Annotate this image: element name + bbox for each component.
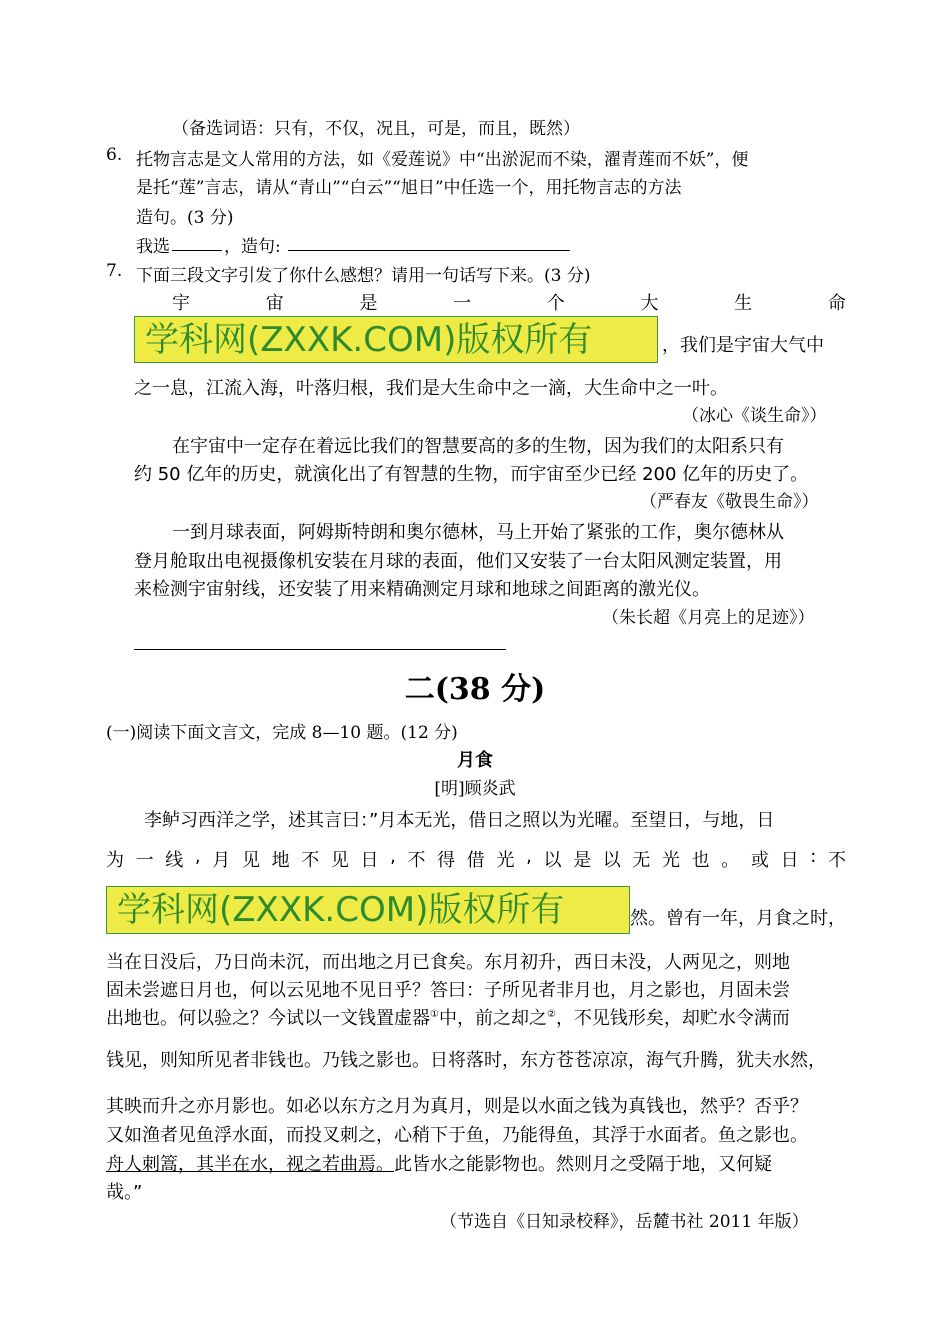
article-source: （节选自《日知录校释》，岳麓书社 2011 年版） [440,1212,809,1232]
article-title: 月食 [457,750,493,771]
char: 见 [330,850,349,871]
footnote-marker-1: ① [430,1009,439,1020]
q7-number: 7. [106,261,123,281]
char: 借 [466,850,485,871]
char: 生 [734,293,753,314]
q7-passage2-line2: 约 50 亿年的历史，就演化出了有智慧的生物，而宇宙至少已经 200 亿年的历史了。 [134,464,809,485]
char: 宙 [265,293,284,314]
article-line-10 [106,1150,772,1176]
char: 得 [437,850,456,871]
q7-passage1-line1 [172,289,846,315]
char: 个 [546,293,565,314]
char: 地 [271,850,290,871]
char: 以 [602,850,621,871]
char: 光 [662,850,681,871]
char: 日 [360,850,379,871]
article-line-6-b: 中，前之却之 [438,1008,547,1029]
q7-citation-1: （冰心《谈生命》） [682,406,827,426]
watermark-2: 学科网(ZXXK.COM)版权所有 [106,886,630,934]
article-line-4: 当在日没后，乃日尚未沉，而出地之月已食矣。东月初升，西日未没，人两见之，则地 [106,952,790,973]
q6-sentence-blank[interactable] [288,250,570,251]
q7-passage1-line2-tail: ，我们是宇宙大气中 [662,335,824,356]
article-line-6-c: ，不见钱形矣，却贮水令满而 [555,1008,790,1029]
q6-answer-label-choose: 我选 [136,237,170,257]
char: , [526,846,532,867]
char: 一 [453,293,472,314]
q7-prompt: 下面三段文字引发了你什么感想？请用一句话写下来。(3 分) [136,266,591,286]
char: 宇 [172,293,190,314]
q7-passage3-line2: 登月舱取出电视摄像机安装在月球的表面，他们又安装了一台太阳风测定装置，用 [134,551,782,572]
char: 命 [827,293,846,314]
q7-passage3-line3: 来检测宇宙射线，还安装了用来精确测定月球和地球之间距离的激光仪。 [134,579,710,600]
q5-word-options: （备选词语：只有，不仅，况且，可是，而且，既然） [172,119,580,139]
char: : [810,846,817,867]
article-line-5: 固未尝遮日月也，何以云见地不见日乎？答曰：子所见者非月也，月之影也，月固未尝 [106,980,790,1001]
char: , [194,846,201,867]
article-line-6-a: 出地也。何以验之？今试以一文钱置虚器 [106,1008,430,1029]
char: 光 [496,850,515,871]
footnote-marker-2: ② [546,1009,556,1020]
char: 无 [632,850,651,871]
char: 一 [135,850,154,871]
char: 也 [691,850,710,871]
char: 月 [212,850,231,871]
char: 线 [165,850,184,871]
q6-line-1: 托物言志是文人常用的方法，如《爱莲说》中“出淤泥而不染，濯青莲而不妖”，便 [136,150,749,170]
char: 不 [827,850,846,871]
q6-line-2: 是托“莲”言志，请从“青山”“白云”“旭日”中任选一个，用托物言志的方法 [136,178,682,198]
char: 日 [780,850,799,871]
article-line-10-rest: 此皆水之能影物也。然则月之受隔于地，又何疑 [394,1154,772,1175]
article-line-6 [106,1004,790,1030]
article-line-2 [106,846,846,872]
article-line-11: 哉。” [106,1182,143,1203]
article-line-3-tail: 然。曾有一年，月食之时， [630,908,846,929]
article-line-9: 又如渔者见鱼浮水面，而投叉刺之，心稍下于鱼，乃能得鱼，其浮于水面者。鱼之影也。 [106,1125,808,1146]
underlined-sentence: 舟人刺篙，其半在水，视之若曲焉。 [106,1154,394,1175]
char: 为 [106,850,124,871]
q7-citation-2: （严春友《敬畏生命》） [640,492,819,512]
char: 见 [241,850,260,871]
char: 以 [543,850,562,871]
q7-passage3-line1: 一到月球表面，阿姆斯特朗和奥尔德林，马上开始了紧张的工作，奥尔德林从 [172,522,784,543]
q6-line-3: 造句。(3 分) [136,208,234,228]
article-line-1: 李鲈习西洋之学，述其言曰：”月本无光，借日之照以为光曜。至望日，与地，日 [144,810,775,831]
q7-answer-blank[interactable] [134,649,506,650]
q6-number: 6. [106,145,123,165]
article-author: [明]顾炎武 [434,779,516,799]
q7-citation-3: （朱长超《月亮上的足迹》） [602,608,815,628]
article-line-8: 其映而升之亦月影也。如必以东方之月为真月，则是以水面之钱为真钱也，然乎？否乎？ [106,1096,808,1117]
q6-choice-blank[interactable] [172,250,222,251]
q7-passage2-line1: 在宇宙中一定存在着远比我们的智慧要高的多的生物，因为我们的太阳系只有 [172,436,784,457]
char: 是 [359,293,378,314]
article-line-7: 钱见，则知所见者非钱也。乃钱之影也。日将落时，东方苍苍凉凉，海气升腾，犹夫水然， [106,1050,826,1071]
q6-answer-label-sentence: ，造句: [224,237,281,257]
q7-passage1-line3: 之一息，江流入海，叶落归根，我们是大生命中之一滴，大生命中之一叶。 [134,378,728,399]
char: 或 [750,850,769,871]
watermark-1: 学科网(ZXXK.COM)版权所有 [134,316,658,363]
char: 大 [640,293,659,314]
char: 是 [573,850,592,871]
section2-part1-instruction: (一)阅读下面文言文，完成 8—10 题。(12 分) [106,723,458,743]
char: , [390,846,396,867]
char: 不 [407,850,426,871]
char: 不 [301,850,320,871]
section2-heading: 二(38 分) [404,672,546,707]
char: 。 [721,850,740,871]
